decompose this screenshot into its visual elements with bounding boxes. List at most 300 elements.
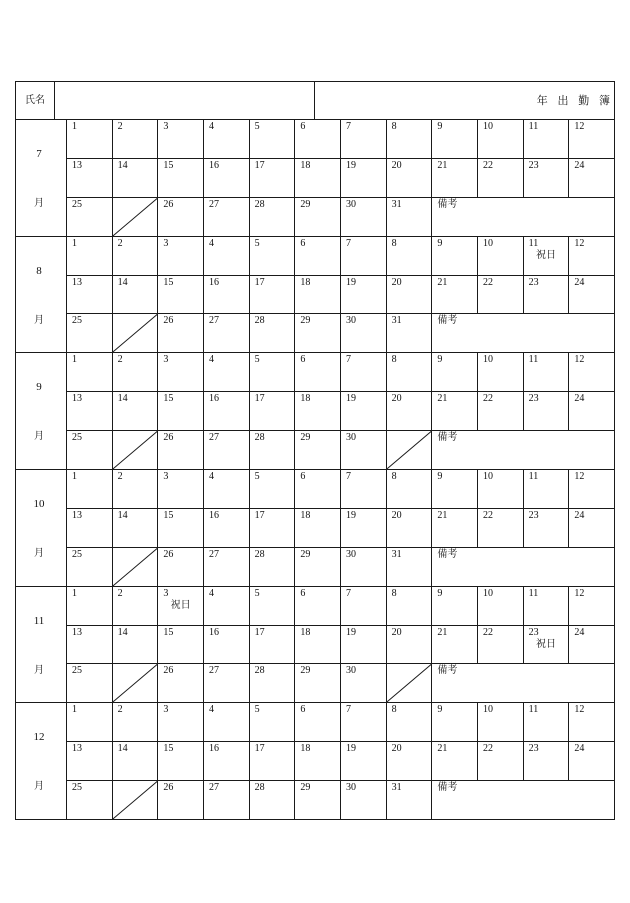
day-number: 11 [528,121,539,132]
day-number: 4 [209,121,214,132]
remarks-label: 備考 [437,548,458,560]
day-cell-12-28 [250,781,296,820]
day-number: 28 [254,665,265,677]
day-cell-10-29 [295,548,341,587]
remarks-label: 備考 [437,665,458,677]
day-cell-8-24 [569,276,615,315]
day-number: 31 [391,782,402,794]
day-cell-7-10 [478,120,524,159]
day-number: 19 [346,743,356,755]
day-cell-8-26 [158,314,204,353]
day-cell-9-7 [341,353,387,392]
day-number: 30 [346,548,356,560]
remarks-cell [432,664,615,703]
day-number: 31 [391,548,402,560]
remarks-cell [432,314,615,353]
day-number: 7 [346,471,351,482]
day-number: 5 [254,704,260,716]
day-number: 18 [300,509,311,521]
day-cell-7-2 [113,120,159,159]
day-number: 14 [117,509,128,521]
day-cell-8-20 [387,276,433,315]
day-cell-7-23 [524,159,570,198]
day-number: 15 [163,509,174,521]
diagonal-slash [113,431,158,469]
day-cell-8-6 [295,237,341,276]
day-cell-8-16 [204,276,250,315]
day-cell-11-11 [524,587,570,626]
day-cell-11-9 [432,587,478,626]
day-cell-9-22 [478,392,524,431]
day-cell-12-1 [67,703,113,742]
day-number: 17 [254,509,265,521]
struck-out-cell [113,781,159,820]
day-number: 19 [346,276,356,288]
day-number: 2 [117,121,123,132]
day-cell-9-19 [341,392,387,431]
day-cell-10-25 [67,548,113,587]
day-number: 18 [300,626,311,638]
day-cell-12-10 [478,703,524,742]
day-cell-10-12 [569,470,615,509]
month-number: 9 [36,381,42,394]
day-number: 17 [254,393,265,405]
day-number: 19 [346,159,356,171]
day-number: 3 [163,587,169,599]
day-number: 11 [528,704,539,716]
name-label-cell [16,82,55,120]
day-cell-10-5 [250,470,296,509]
day-number: 5 [254,471,260,482]
day-cell-9-3 [158,353,204,392]
day-cell-12-30 [341,781,387,820]
day-number: 6 [300,121,306,132]
day-number: 27 [209,665,219,677]
diagonal-slash [113,664,158,702]
day-cell-12-27 [204,781,250,820]
day-number: 13 [72,626,82,638]
day-cell-11-28 [250,664,296,703]
day-number: 13 [72,393,82,405]
day-number: 1 [72,354,77,366]
day-number: 9 [437,121,443,132]
day-number: 4 [209,471,214,482]
day-cell-9-16 [204,392,250,431]
diagonal-slash [387,664,432,702]
day-number: 23 [528,159,539,171]
day-cell-12-31 [387,781,433,820]
day-cell-12-15 [158,742,204,781]
day-number: 6 [300,471,306,482]
day-cell-7-22 [478,159,524,198]
day-cell-12-11 [524,703,570,742]
day-number: 24 [574,393,585,405]
day-cell-11-26 [158,664,204,703]
day-cell-7-20 [387,159,433,198]
day-cell-9-12 [569,353,615,392]
holiday-note: 祝日 [535,249,556,261]
day-number: 29 [300,315,311,327]
day-cell-7-16 [204,159,250,198]
month-label-cell [16,587,67,704]
day-number: 16 [209,276,219,288]
day-number: 30 [346,432,356,444]
day-number: 17 [254,159,265,171]
remarks-cell [432,548,615,587]
day-cell-12-22 [478,742,524,781]
day-cell-8-29 [295,314,341,353]
day-cell-12-20 [387,742,433,781]
day-cell-10-7 [341,470,387,509]
day-number: 27 [209,315,219,327]
day-number: 15 [163,276,174,288]
day-cell-7-3 [158,120,204,159]
day-number: 14 [117,626,128,638]
day-number: 25 [72,432,82,444]
day-number: 4 [209,354,214,366]
day-number: 5 [254,587,260,599]
day-cell-12-6 [295,703,341,742]
day-cell-12-26 [158,781,204,820]
day-number: 18 [300,743,311,755]
day-number: 6 [300,587,306,599]
day-cell-10-3 [158,470,204,509]
day-number: 27 [209,782,219,794]
diagonal-slash [113,198,158,236]
day-cell-9-11 [524,353,570,392]
struck-out-cell [387,664,433,703]
day-number: 21 [437,509,448,521]
day-cell-11-18 [295,626,341,665]
day-number: 14 [117,393,128,405]
day-number: 9 [437,354,443,366]
day-cell-10-13 [67,509,113,548]
day-cell-7-13 [67,159,113,198]
day-number: 26 [163,548,174,560]
attendance-register-table [15,81,615,820]
day-number: 10 [483,121,493,132]
day-cell-9-2 [113,353,159,392]
day-number: 10 [483,587,493,599]
day-number: 29 [300,198,311,210]
remarks-cell [432,198,615,237]
day-cell-12-4 [204,703,250,742]
day-cell-12-29 [295,781,341,820]
month-unit: 月 [34,664,44,676]
day-cell-11-8 [387,587,433,626]
day-cell-8-10 [478,237,524,276]
day-number: 11 [528,471,539,482]
day-cell-7-28 [250,198,296,237]
remarks-label: 備考 [437,315,458,327]
day-cell-8-12 [569,237,615,276]
day-cell-9-10 [478,353,524,392]
day-cell-12-14 [113,742,159,781]
day-number: 2 [117,237,123,249]
day-number: 28 [254,315,265,327]
day-cell-9-24 [569,392,615,431]
day-cell-9-26 [158,431,204,470]
day-cell-11-3 [158,587,204,626]
day-number: 21 [437,393,448,405]
day-number: 14 [117,159,128,171]
day-number: 5 [254,237,260,249]
day-cell-12-17 [250,742,296,781]
day-number: 24 [574,626,585,638]
day-number: 23 [528,393,539,405]
day-number: 28 [254,432,265,444]
day-number: 9 [437,237,443,249]
day-number: 29 [300,432,311,444]
day-number: 21 [437,743,448,755]
day-number: 28 [254,198,265,210]
day-number: 24 [574,276,585,288]
name-label: 氏名 [25,95,45,106]
day-cell-11-10 [478,587,524,626]
day-cell-9-13 [67,392,113,431]
month-number: 10 [33,498,45,510]
day-number: 30 [346,665,356,677]
day-cell-7-21 [432,159,478,198]
day-cell-8-7 [341,237,387,276]
day-number: 26 [163,432,174,444]
day-number: 21 [437,159,448,171]
day-number: 11 [528,354,539,366]
day-cell-10-9 [432,470,478,509]
day-cell-10-11 [524,470,570,509]
day-number: 9 [437,704,443,716]
struck-out-cell [113,198,159,237]
day-cell-9-14 [113,392,159,431]
day-cell-9-23 [524,392,570,431]
day-cell-9-5 [250,353,296,392]
day-number: 25 [72,198,82,210]
remarks-label: 備考 [437,198,458,210]
day-number: 23 [528,743,539,755]
day-cell-11-20 [387,626,433,665]
day-number: 8 [391,121,397,132]
day-number: 31 [391,315,402,327]
month-unit: 月 [34,314,44,326]
day-cell-12-2 [113,703,159,742]
day-cell-8-18 [295,276,341,315]
day-cell-8-23 [524,276,570,315]
day-cell-9-29 [295,431,341,470]
day-number: 19 [346,393,356,405]
day-cell-12-7 [341,703,387,742]
day-number: 20 [391,509,402,521]
day-cell-8-19 [341,276,387,315]
day-number: 23 [528,276,539,288]
day-cell-12-21 [432,742,478,781]
remarks-label: 備考 [437,432,458,444]
day-number: 29 [300,665,311,677]
day-cell-9-28 [250,431,296,470]
day-number: 11 [528,237,539,249]
day-cell-12-19 [341,742,387,781]
month-unit: 月 [34,431,44,443]
day-number: 4 [209,237,214,249]
day-cell-12-8 [387,703,433,742]
day-cell-9-4 [204,353,250,392]
day-cell-10-26 [158,548,204,587]
day-number: 22 [483,743,493,755]
day-number: 3 [163,704,169,716]
day-cell-9-6 [295,353,341,392]
day-cell-11-27 [204,664,250,703]
day-number: 1 [72,704,77,716]
remarks-cell [432,431,615,470]
day-number: 25 [72,315,82,327]
day-number: 16 [209,159,219,171]
register-title-cell [315,82,615,120]
day-cell-8-5 [250,237,296,276]
day-cell-11-1 [67,587,113,626]
day-number: 21 [437,626,448,638]
day-cell-11-19 [341,626,387,665]
day-number: 31 [391,198,402,210]
day-cell-10-2 [113,470,159,509]
day-number: 15 [163,743,174,755]
day-number: 20 [391,276,402,288]
day-cell-8-30 [341,314,387,353]
day-number: 9 [437,471,443,482]
day-number: 5 [254,354,260,366]
day-number: 22 [483,626,493,638]
day-number: 27 [209,432,219,444]
day-cell-8-9 [432,237,478,276]
holiday-note: 祝日 [170,599,191,611]
day-number: 24 [574,159,585,171]
day-cell-9-27 [204,431,250,470]
day-number: 16 [209,509,219,521]
day-cell-7-6 [295,120,341,159]
day-number: 4 [209,704,214,716]
day-number: 1 [72,237,77,249]
day-number: 18 [300,276,311,288]
day-number: 6 [300,237,306,249]
day-cell-10-8 [387,470,433,509]
day-cell-10-1 [67,470,113,509]
month-label-cell [16,120,67,237]
day-cell-9-15 [158,392,204,431]
day-cell-8-15 [158,276,204,315]
day-cell-10-4 [204,470,250,509]
day-number: 11 [528,587,539,599]
day-number: 26 [163,782,174,794]
day-cell-11-15 [158,626,204,665]
day-cell-10-20 [387,509,433,548]
day-cell-10-31 [387,548,433,587]
day-cell-9-21 [432,392,478,431]
day-number: 30 [346,198,356,210]
day-number: 15 [163,393,174,405]
day-number: 17 [254,626,265,638]
day-number: 4 [209,587,214,599]
day-cell-9-30 [341,431,387,470]
day-cell-8-14 [113,276,159,315]
month-label-cell [16,353,67,470]
day-number: 2 [117,471,123,482]
day-cell-9-8 [387,353,433,392]
day-number: 26 [163,315,174,327]
day-cell-11-2 [113,587,159,626]
day-number: 1 [72,121,77,132]
day-number: 12 [574,237,585,249]
day-number: 8 [391,471,397,482]
day-cell-9-1 [67,353,113,392]
remarks-label: 備考 [437,782,458,794]
day-cell-11-16 [204,626,250,665]
diagonal-slash [113,548,158,586]
day-cell-10-16 [204,509,250,548]
day-number: 18 [300,159,311,171]
day-number: 24 [574,509,585,521]
day-cell-11-29 [295,664,341,703]
day-number: 27 [209,198,219,210]
day-cell-8-3 [158,237,204,276]
day-number: 29 [300,782,311,794]
day-cell-8-4 [204,237,250,276]
day-number: 26 [163,665,174,677]
day-number: 1 [72,471,77,482]
day-number: 2 [117,354,123,366]
day-cell-8-21 [432,276,478,315]
day-cell-8-28 [250,314,296,353]
day-number: 8 [391,704,397,716]
day-cell-12-5 [250,703,296,742]
day-cell-10-30 [341,548,387,587]
day-cell-7-5 [250,120,296,159]
day-number: 10 [483,354,493,366]
month-number: 8 [36,264,42,277]
day-cell-12-12 [569,703,615,742]
day-number: 15 [163,626,174,638]
day-cell-7-26 [158,198,204,237]
day-number: 7 [346,704,351,716]
month-label-cell [16,237,67,354]
day-cell-7-12 [569,120,615,159]
day-number: 23 [528,626,539,638]
day-cell-7-15 [158,159,204,198]
day-number: 30 [346,782,356,794]
day-number: 3 [163,121,169,132]
day-cell-12-24 [569,742,615,781]
day-number: 14 [117,276,128,288]
day-cell-11-12 [569,587,615,626]
day-cell-10-6 [295,470,341,509]
day-cell-10-23 [524,509,570,548]
day-cell-8-17 [250,276,296,315]
day-number: 13 [72,159,82,171]
day-cell-7-25 [67,198,113,237]
day-number: 7 [346,354,351,366]
day-cell-10-18 [295,509,341,548]
day-number: 19 [346,626,356,638]
day-number: 14 [117,743,128,755]
day-cell-11-5 [250,587,296,626]
day-number: 20 [391,626,402,638]
day-cell-8-8 [387,237,433,276]
day-number: 22 [483,509,493,521]
day-cell-7-29 [295,198,341,237]
day-cell-7-8 [387,120,433,159]
day-number: 10 [483,471,493,482]
day-cell-10-17 [250,509,296,548]
struck-out-cell [113,314,159,353]
day-number: 10 [483,237,493,249]
day-cell-8-25 [67,314,113,353]
